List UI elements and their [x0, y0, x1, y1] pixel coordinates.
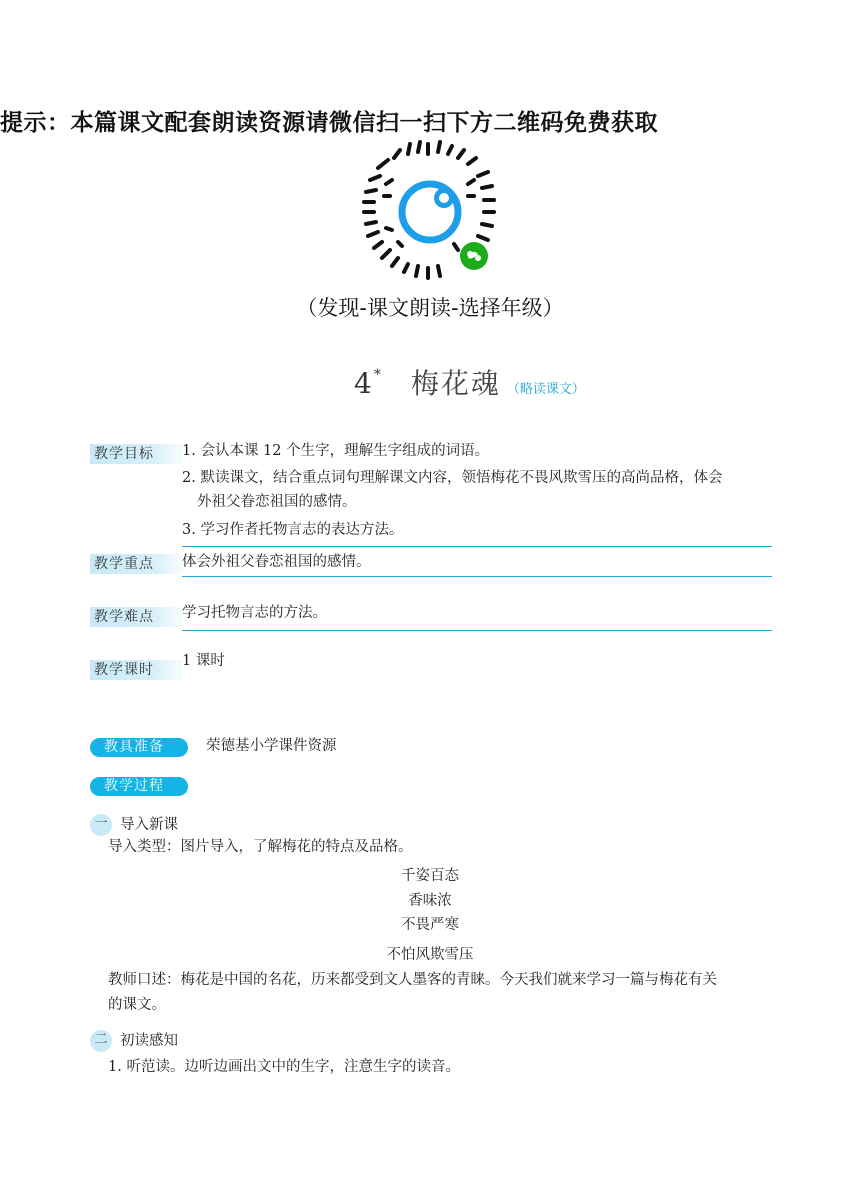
- teacher-speech-cont: 的课文。: [108, 997, 166, 1013]
- plum-trait: 千姿百态: [401, 868, 459, 884]
- objective-3: 3. 学习作者托物言志的表达方法。: [182, 522, 404, 538]
- focus-text: 体会外祖父眷恋祖国的感情。: [182, 554, 371, 570]
- step-item: 1. 听范读。边听边画出文中的生字，注意生字的读音。: [108, 1059, 460, 1075]
- lesson-number: 4: [354, 367, 372, 400]
- lesson-title: 梅花魂: [410, 367, 501, 400]
- objectives-label: 教学目标: [90, 444, 182, 464]
- step-badge: 二: [90, 1030, 112, 1052]
- lesson-star: *: [373, 367, 381, 383]
- resource-hint: 提示：本篇课文配套朗读资源请微信扫一扫下方二维码免费获取: [0, 110, 658, 136]
- step-title: 初读感知: [120, 1033, 178, 1049]
- focus-label: 教学重点: [90, 554, 182, 574]
- prep-text: 荣德基小学课件资源: [206, 738, 337, 754]
- plum-trait: 不怕风欺雪压: [386, 947, 474, 963]
- plum-trait: 不畏严寒: [401, 917, 459, 933]
- prep-label: 教具准备: [90, 738, 188, 757]
- divider: [182, 630, 772, 631]
- difficulty-label: 教学难点: [90, 607, 182, 627]
- plum-trait: 香味浓: [408, 893, 452, 909]
- objective-2-cont: 外祖父眷恋祖国的感情。: [197, 494, 357, 510]
- qr-caption: （发现-课文朗读-选择年级）: [296, 296, 564, 320]
- qr-code[interactable]: [358, 140, 500, 282]
- objective-1: 1. 会认本课 12 个生字，理解生字组成的词语。: [182, 443, 490, 459]
- hours-text: 1 课时: [182, 653, 225, 669]
- intro-type: 导入类型：图片导入，了解梅花的特点及品格。: [108, 839, 413, 855]
- objective-2: 2. 默读课文，结合重点词句理解课文内容，领悟梅花不畏风欺雪压的高尚品格，体会: [182, 470, 723, 486]
- hours-label: 教学课时: [90, 660, 182, 680]
- divider: [182, 546, 772, 547]
- difficulty-text: 学习托物言志的方法。: [182, 605, 327, 621]
- step-title: 导入新课: [120, 817, 178, 833]
- step-badge: 一: [90, 814, 112, 836]
- qr-code-icon: [358, 140, 500, 282]
- lesson-type: （略读课文）: [506, 382, 585, 397]
- divider: [182, 576, 772, 577]
- lesson-heading: [354, 362, 585, 402]
- teacher-speech: 教师口述：梅花是中国的名花，历来都受到文人墨客的青睐。今天我们就来学习一篇与梅花有关: [108, 972, 717, 988]
- process-label: 教学过程: [90, 777, 188, 796]
